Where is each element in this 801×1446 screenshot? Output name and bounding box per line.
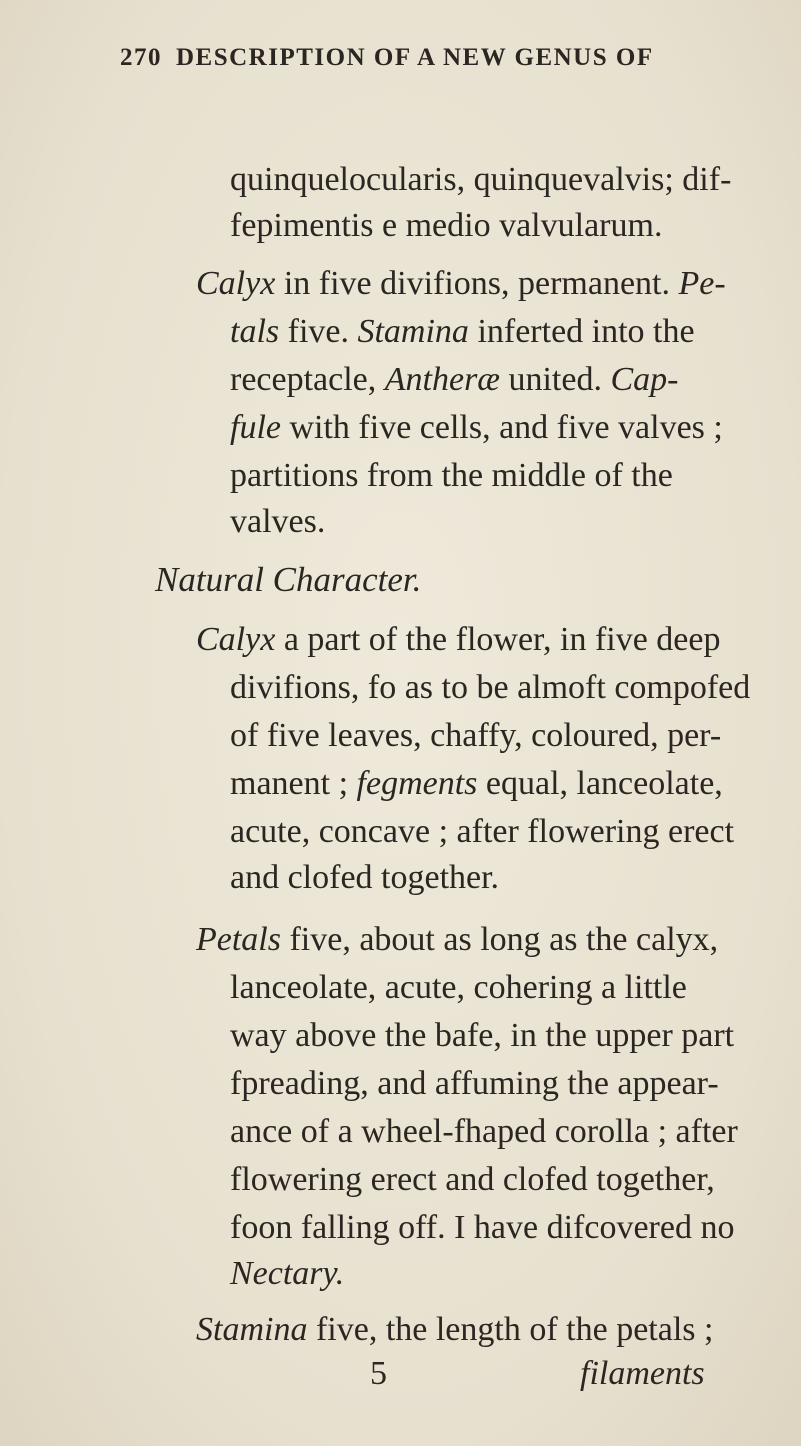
text-line: foon falling off. I have difcovered no (230, 1209, 735, 1246)
catchword: filaments (580, 1355, 705, 1392)
running-title: DESCRIPTION OF A NEW GENUS OF (176, 44, 654, 71)
text-line: Nectary. (230, 1255, 345, 1292)
text-line: Stamina five, the length of the petals ; (196, 1311, 714, 1348)
text-line: and clofed together. (230, 859, 500, 896)
text-line: lanceolate, acute, cohering a little (230, 969, 687, 1006)
text-line: acute, concave ; after flowering erect (230, 813, 735, 850)
text-line: Calyx a part of the flower, in five deep (196, 621, 721, 658)
text-line: partitions from the middle of the (230, 457, 673, 494)
text-line: Calyx in five divifions, permanent. Pe- (196, 265, 726, 302)
text-line: fpreading, and affuming the appear- (230, 1065, 719, 1102)
text-line: ance of a wheel-fhaped corolla ; after (230, 1113, 738, 1150)
text-line: divifions, fo as to be almoft compofed (230, 669, 751, 706)
text-line: quinquelocularis, quinquevalvis; dif- (230, 161, 732, 198)
text-line: valves. (230, 503, 326, 540)
text-line: of five leaves, chaffy, coloured, per- (230, 717, 722, 754)
section-heading: Natural Character. (155, 560, 422, 599)
text-line: flowering erect and clofed together, (230, 1161, 715, 1198)
text-line: fepimentis e medio valvularum. (230, 207, 663, 244)
text-line: manent ; fegments equal, lanceolate, (230, 765, 723, 802)
text-line: tals five. Stamina inferted into the (230, 313, 695, 350)
text-line: fule with five cells, and five valves ; (230, 409, 723, 446)
text-line: Petals five, about as long as the calyx, (196, 921, 719, 958)
text-line: way above the bafe, in the upper part (230, 1017, 735, 1054)
running-header (120, 44, 654, 72)
page-number: 270 (120, 44, 162, 71)
signature-mark: 5 (370, 1355, 387, 1392)
text-line: receptacle, Antheræ united. Cap- (230, 361, 679, 398)
